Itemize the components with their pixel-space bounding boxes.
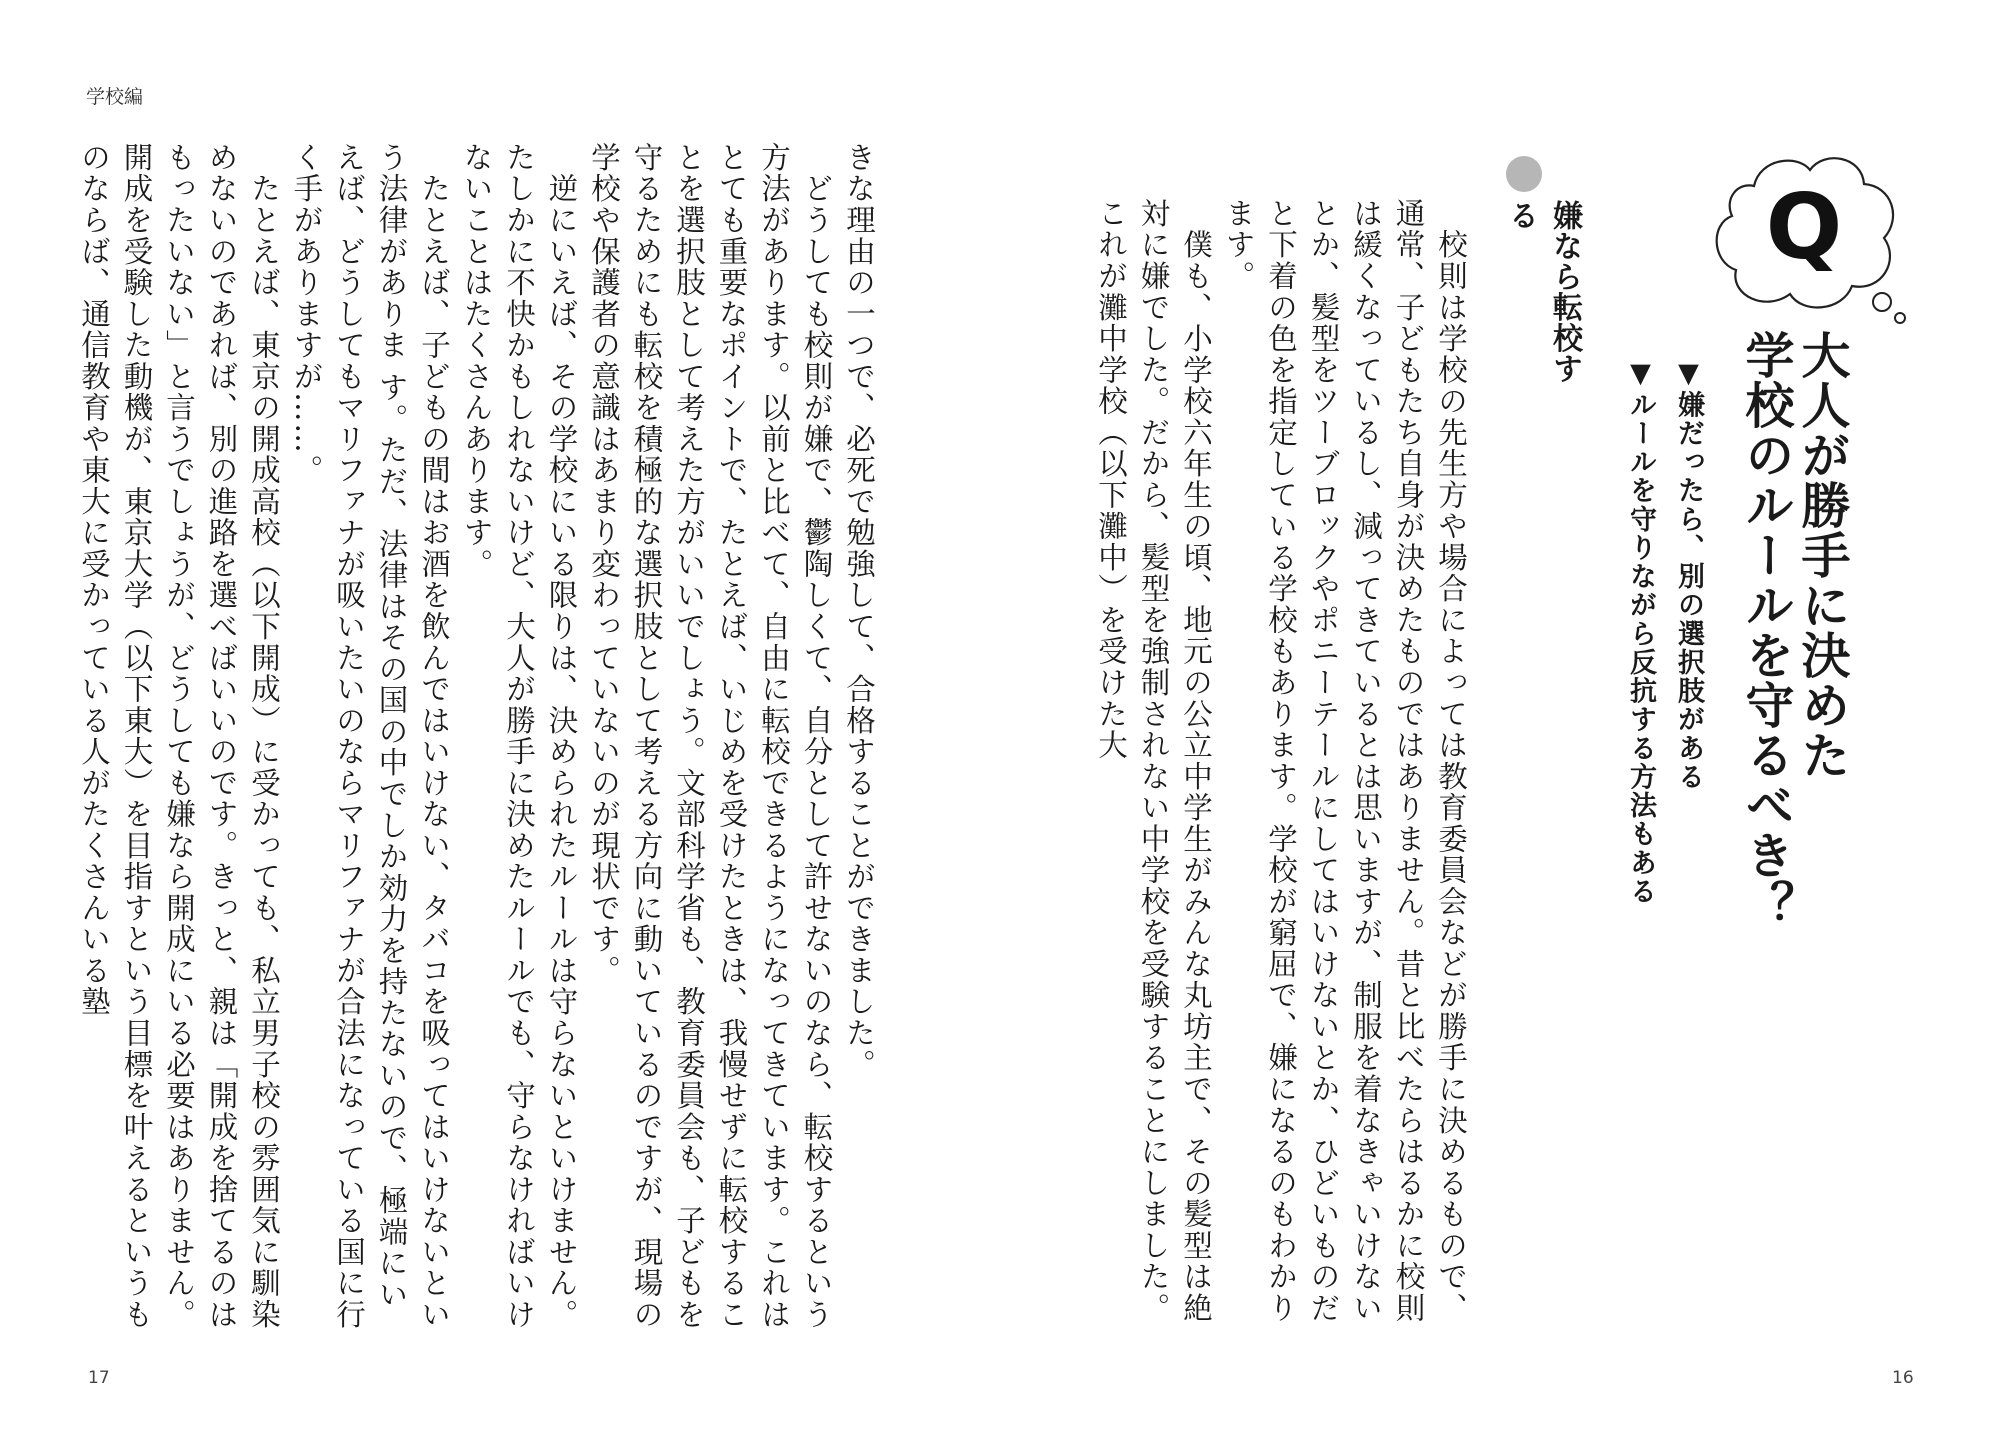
body-paragraph: たとえば、子どもの間はお酒を飲んではいけない、タバコを吸ってはいけないという法律がありま す。ただ、法律はその国の中でしか効力を持たないので、極端にいえば、どうしてもマリファナが吸いたいのならマリファナが合法になっている国に行く手がありますが……。 <box>289 142 451 1331</box>
section-heading-label: 嫌なら転校する <box>1503 200 1582 384</box>
answer-summary <box>1608 358 1712 918</box>
left-page-body <box>77 142 880 1337</box>
running-head: 学校編 <box>86 86 144 108</box>
body-paragraph: 逆にいえば、その学校にいる限りは、決められたルールは守らないといけません。たしかに不快かもしれないけど、大人が勝手に決めたルールでも、守らなければいけないことはたくさんあります。 <box>459 142 579 1331</box>
page-number-right: 16 <box>1892 1368 1914 1388</box>
body-paragraph: きな理由の一つで、必死で勉強して、合格することができました。 <box>842 142 876 1081</box>
right-page-body <box>1094 198 1472 1338</box>
question-cloud <box>1702 146 1912 326</box>
body-paragraph: 僕も、小学校六年生の頃、地元の公立中学生がみんな丸坊主で、その髪型は絶対に嫌でした。だから、髪型を強制されない中学校を受験することにしました。これが灘中学校（以下灘中）を受けた大 <box>1094 198 1213 1324</box>
body-paragraph: たとえば、東京の開成高校（以下開成）に受かっても、私立男子校の雰囲気に馴染めないのであれば、別の進路を選べばいいのです。きっと、親は「開成を捨てるのはもったいない」と言うでしょうが、どうしても嫌なら開成にいる必要はありません。開成を受験した動機が、東京大学（以下東大）を目指すという目標を叶えるというものならば、通信教育や東大に受かっている人がたくさんいる塾 <box>77 142 281 1331</box>
section-heading <box>1498 150 1582 410</box>
title-line: 学校のルールを守るべき？ <box>1738 330 1795 930</box>
subtitle-line: ▼ルールを守りながら反抗する方法もある <box>1625 358 1656 906</box>
page-number-left: 17 <box>88 1368 110 1388</box>
body-paragraph: 校則は学校の先生方や場合によっては教育委員会などが勝手に決めるもので、通常、子どもたち自身が決めたものではありません。昔と比べたらはるかに校則は緩くなっているし、減ってきているとは思いますが、制服を着なきゃいけないとか、髪型をツーブロックやポニーテールにしてはいけないとか、ひどいものだと下着の色を指定している学校もあります。学校が窮屈で、嫌になるのもわかります。 <box>1221 198 1468 1324</box>
title-line: 大人が勝手に決めた <box>1794 330 1851 780</box>
bullet-dot-icon <box>1506 156 1542 192</box>
question-title <box>1730 330 1850 1030</box>
q-letter: Q <box>1765 175 1843 280</box>
body-paragraph: どうしても校則が嫌で、鬱陶しくて、自分として許せないのなら、転校するという方法があります。以前と比べて、自由に転校できるようになってきています。これはとても重要なポイントで、たとえば、いじめを受けたときは、我慢せずに転校することを選択肢として考えた方がいいでしょう。文部科学省も、教育委員会も、子どもを守るためにも転校を積極的な選択肢として考える方向に動いているのですが、現場の学校や保護者の意識はあまり変わっていないのが現状です。 <box>587 142 834 1331</box>
subtitle-line: ▼嫌だったら、別の選択肢がある <box>1673 358 1704 792</box>
